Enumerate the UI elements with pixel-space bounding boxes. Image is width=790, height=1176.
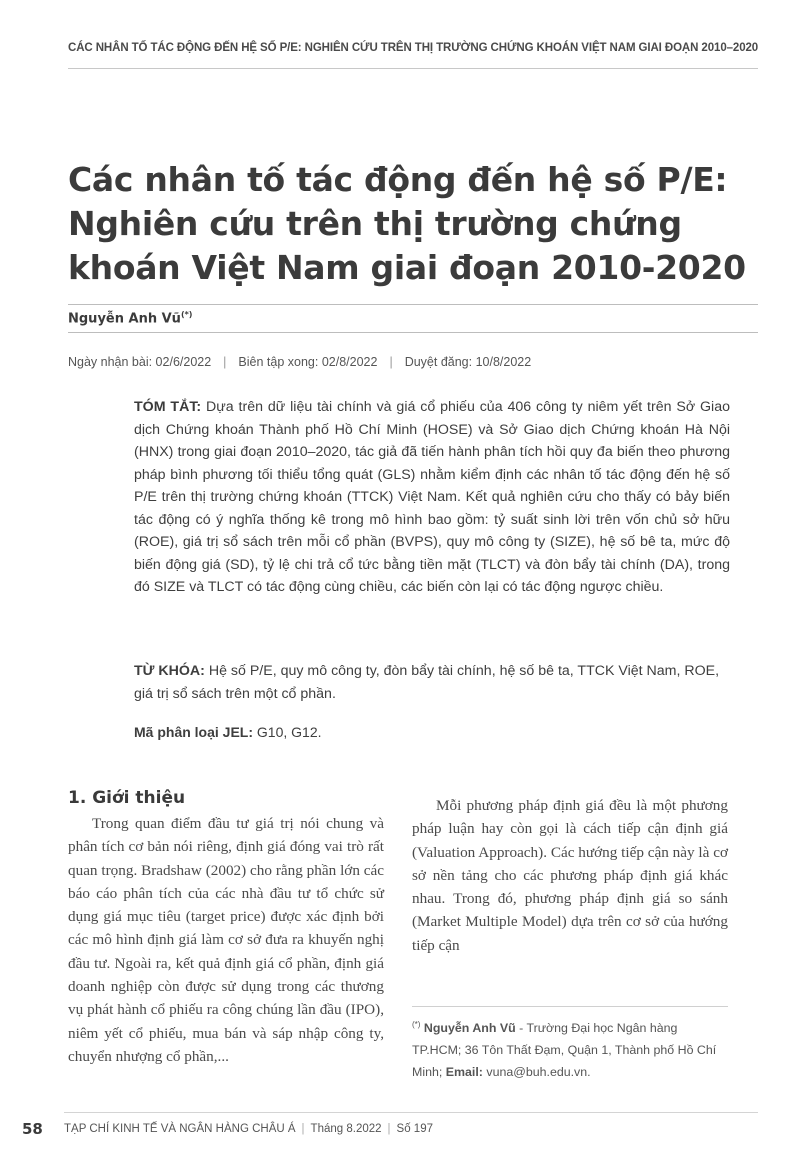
date-separator: |: [389, 355, 393, 369]
keywords: [134, 660, 730, 705]
keywords-label: TỪ KHÓA:: [134, 663, 205, 679]
author-divider-bottom: [68, 332, 758, 333]
jel-label: Mã phân loại JEL:: [134, 724, 254, 740]
journal-footer: [64, 1123, 433, 1135]
title-line-2: Nghiên cứu trên thị trường chứng: [68, 204, 682, 243]
section-heading: 1. Giới thiệu: [68, 788, 186, 808]
author-footnote: [412, 1014, 728, 1083]
author-name: Nguyễn Anh Vũ: [68, 311, 181, 327]
abstract-label: TÓM TẮT:: [134, 399, 202, 415]
body-column-right: Mỗi phương pháp định giá đều là một phương pháp luận hay còn gọi là cách tiếp cận định giá (Valuation Approach). Các hướng tiếp cận này là cơ sở nền tảng cho các phương pháp định giá khác nhau. Trong đó, phương pháp định giá so sánh (Market Multiple Model) dựa trên cơ sở của hướng tiếp cận: [412, 797, 728, 954]
article-title: [68, 158, 748, 290]
date-received: Ngày nhận bài: 02/6/2022: [68, 355, 212, 369]
header-divider: [68, 68, 758, 69]
footer-divider: [64, 1112, 758, 1113]
abstract: [134, 396, 730, 599]
footer-separator: |: [301, 1123, 305, 1135]
date-edited: Biên tập xong: 02/8/2022: [238, 355, 378, 369]
body-column-left: Trong quan điểm đầu tư giá trị nói chung và phân tích cơ bản nói riêng, định giá đóng vai trò rất quan trọng. Bradshaw (2002) cho rằng phần lớn các báo cáo phân tích của các nhà đầu tư tổ chức sử dụng giá mục tiêu (target price) được xác định bởi các mô hình định giá làm cơ sở đưa ra khuyến nghị đầu tư. Ngoài ra, kết quả định giá cổ phần, định giá doanh nghiệp còn được sử dụng trong các thương vụ phát hành cổ phiếu ra công chúng lần đầu (IPO), niêm yết cổ phiếu, mua bán và sáp nhập công ty, chuyển nhượng cổ phần,...: [68, 815, 384, 1065]
footnote-mark: (*): [412, 1020, 421, 1029]
author-divider-top: [68, 304, 758, 305]
jel-classification: [134, 724, 730, 740]
date-approved: Duyệt đăng: 10/8/2022: [404, 355, 532, 369]
issue-date: Tháng 8.2022: [310, 1123, 382, 1135]
footnote-divider: [412, 1006, 728, 1007]
footnote-email-label: Email:: [445, 1065, 483, 1080]
author-footnote-mark: (*): [180, 310, 193, 319]
journal-name: TẠP CHÍ KINH TẾ VÀ NGÂN HÀNG CHÂU Á: [64, 1123, 296, 1135]
title-line-3: khoán Việt Nam giai đoạn 2010-2020: [68, 248, 746, 287]
issue-number: Số 197: [396, 1123, 433, 1135]
footer-separator: |: [387, 1123, 391, 1135]
author-line: [68, 310, 192, 326]
footnote-author-name: Nguyễn Anh Vũ: [423, 1021, 516, 1036]
article-dates: [68, 355, 758, 369]
abstract-text: Dựa trên dữ liệu tài chính và giá cổ phiếu của 406 công ty niêm yết trên Sở Giao dịch Chứng khoán Thành phố Hồ Chí Minh (HOSE) và Sở Giao dịch Chứng khoán Hà Nội (HNX) trong giai đoạn 2010–2020, tác giả đã tiến hành phân tích hồi quy đa biến theo phương pháp bình phương tối thiểu tổng quát (GLS) nhằm kiểm định các nhân tố tác động đến hệ số P/E trên thị trường chứng khoán (TTCK) Việt Nam. Kết quả nghiên cứu cho thấy có bảy biến tác động có ý nghĩa thống kê trong mô hình bao gồm: tỷ suất sinh lời trên vốn chủ sở hữu (ROE), giá trị sổ sách trên mỗi cổ phần (BVPS), quy mô công ty (SIZE), hệ số bê ta, mức độ biến động giá (SD), tỷ lệ chi trả cổ tức bằng tiền mặt (TLCT) và đòn bẩy tài chính (DA), trong đó SIZE và TLCT có tác động cùng chiều, các biến còn lại có tác động ngược chiều.: [134, 399, 730, 595]
date-separator: |: [223, 355, 227, 369]
footnote-email: vuna@buh.edu.vn.: [482, 1065, 591, 1080]
jel-codes: G10, G12.: [256, 724, 322, 740]
keywords-text: Hệ số P/E, quy mô công ty, đòn bẩy tài chính, hệ số bê ta, TTCK Việt Nam, ROE, giá trị sổ sách trên một cổ phần.: [134, 663, 720, 702]
page-number: 58: [22, 1120, 43, 1138]
footnote-affiliation: - Trường Đại học Ngân hàng TP.HCM; 36 Tôn Thất Đạm, Quận 1, Thành phố Hồ Chí Minh;: [412, 1021, 717, 1080]
title-line-1: Các nhân tố tác động đến hệ số P/E:: [68, 160, 728, 199]
running-head: CÁC NHÂN TỐ TÁC ĐỘNG ĐẾN HỆ SỐ P/E: NGHIÊN CỨU TRÊN THỊ TRƯỜNG CHỨNG KHOÁN VIỆT NAM GIAI ĐOẠN 2010–2020: [68, 42, 759, 54]
